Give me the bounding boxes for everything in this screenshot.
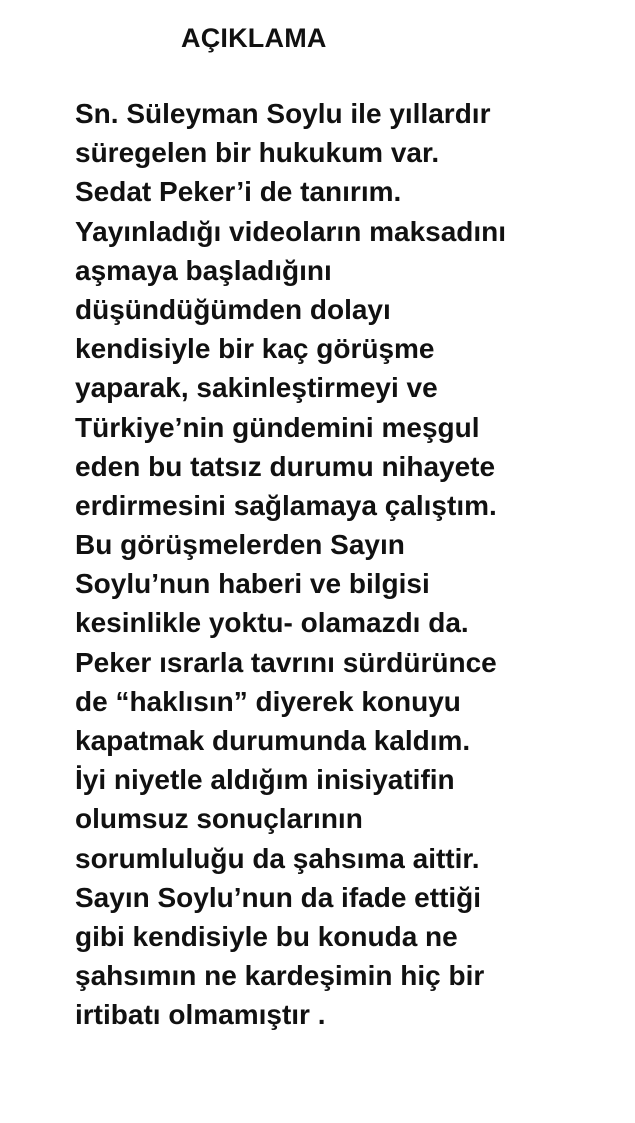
statement-line: kesinlikle yoktu- olamazdı da.	[75, 607, 469, 639]
statement-line: aşmaya başladığını	[75, 254, 332, 286]
statement-line: yaparak, sakinleştirmeyi ve	[75, 372, 438, 404]
statement-line: şahsımın ne kardeşimin hiç bir	[75, 960, 485, 992]
statement-line: Sedat Peker’i de tanırım.	[75, 176, 402, 208]
statement-line: kendisiyle bir kaç görüşme	[75, 333, 435, 365]
statement-line: Soylu’nun haberi ve bilgisi	[75, 568, 430, 600]
statement-line: kapatmak durumunda kaldım.	[75, 725, 471, 756]
statement-line: Bu görüşmelerden Sayın	[75, 529, 405, 561]
statement-line: süregelen bir hukukum var.	[75, 137, 440, 169]
document-title: AÇIKLAMA	[181, 23, 327, 53]
statement-body	[75, 94, 620, 1035]
statement-line: olumsuz sonuçlarının	[75, 803, 363, 835]
statement-line: erdirmesini sağlamaya çalıştım.	[75, 489, 497, 521]
statement-line: eden bu tatsız durumu nihayete	[75, 450, 496, 482]
statement-line: de “haklısın” diyerek konuyu	[75, 685, 461, 717]
statement-line: gibi kendisiyle bu konuda ne	[75, 920, 458, 952]
statement-line: İyi niyetle aldığım inisiyatifin	[75, 764, 455, 796]
statement-line: sorumluluğu da şahsıma aittir.	[75, 842, 480, 874]
statement-line: Peker ısrarla tavrını sürdürünce	[75, 646, 497, 678]
statement-line: Yayınladığı videoların maksadını	[75, 215, 507, 247]
statement-line: Sayın Soylu’nun da ifade ettiği	[75, 881, 482, 913]
statement-line: Sn. Süleyman Soylu ile yıllardır	[75, 98, 491, 129]
statement-line: düşündüğümden dolayı	[75, 293, 391, 325]
statement-line: irtibatı olmamıştır .	[75, 999, 326, 1031]
statement-line: Türkiye’nin gündemini meşgul	[75, 411, 480, 443]
